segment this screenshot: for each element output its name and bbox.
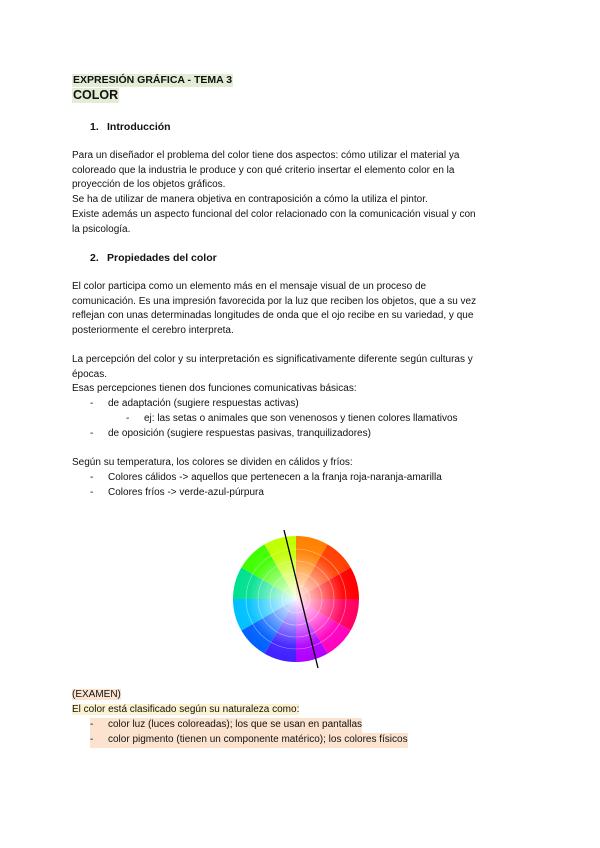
list-item-text: color luz (luces coloreadas); los que se usan en pantallas <box>108 719 363 730</box>
text-line: comunicación. Es una impresión favorecida por la luz que reciben los objetos, que a su vez <box>72 295 477 307</box>
text-line: Esas percepciones tienen dos funciones comunicativas básicas: <box>72 383 357 395</box>
color-wheel-image <box>226 529 366 669</box>
section-1-title: Introducción <box>107 121 171 133</box>
properties-paragraph <box>72 280 532 339</box>
exam-intro <box>72 703 532 718</box>
bullet-dash: - <box>90 719 94 730</box>
text-line: proyección de los objetos gráficos. <box>72 179 226 191</box>
bullet-dash: - <box>90 734 94 745</box>
exam-intro-text: El color está clasificado según su naturaleza como: <box>72 704 300 715</box>
exam-item-light <box>90 718 362 733</box>
text-line: Existe además un aspecto funcional del color relacionado con la comunicación visual y con <box>72 208 476 220</box>
list-item-text: Colores fríos -> verde-azul-púrpura <box>108 487 264 498</box>
exam-item-pigment <box>90 733 408 748</box>
list-item-text: ej: las setas o animales que son venenosos y tienen colores llamativos <box>144 413 458 424</box>
text-line: coloreado que la industria le produce y con qué criterio insertar el elemento color en la <box>72 164 455 176</box>
section-1-heading <box>90 121 171 134</box>
temperature-intro <box>72 456 532 471</box>
introduction-paragraph <box>72 149 532 237</box>
list-item-example <box>126 412 458 427</box>
list-item-text: Colores cálidos -> aquellos que pertenecen a la franja roja-naranja-amarilla <box>108 472 442 483</box>
list-item-text: color pigmento (tienen un componente matérico); los colores físicos <box>108 734 408 745</box>
bullet-dash: - <box>90 472 94 483</box>
bullet-dash: - <box>90 398 94 409</box>
text-line: La percepción del color y su interpretación es significativamente diferente según culturas y <box>72 354 473 365</box>
color-wheel-tint <box>233 536 359 662</box>
text-line: Se ha de utilizar de manera objetiva en contraposición a cómo la utiliza el pintor. <box>72 194 428 206</box>
section-1-number: 1. <box>90 121 99 133</box>
list-item-cold <box>90 486 264 501</box>
exam-tag <box>72 688 532 703</box>
section-2-heading <box>90 252 217 265</box>
exam-tag-text: (EXAMEN) <box>72 689 121 700</box>
list-item-warm <box>90 471 442 486</box>
text-line: reflejan con unas determinadas longitudes de onda que el ojo recibe en su variedad, y que <box>72 310 474 322</box>
list-item-adaptation <box>90 397 299 412</box>
text-line: El color participa como un elemento más en el mensaje visual de un proceso de <box>72 281 427 292</box>
text-line: posteriormente el cerebro interpreta. <box>72 325 234 337</box>
list-item-opposition <box>90 427 371 442</box>
list-item-text: de adaptación (sugiere respuestas activas) <box>108 398 299 409</box>
section-2-number: 2. <box>90 252 99 264</box>
list-item-text: de oposición (sugiere respuestas pasivas, tranquilizadores) <box>108 428 371 439</box>
section-2-title: Propiedades del color <box>107 252 217 264</box>
text-line: Para un diseñador el problema del color tiene dos aspectos: cómo utilizar el material ya <box>72 150 460 161</box>
text-line: Según su temperatura, los colores se dividen en cálidos y fríos: <box>72 457 353 468</box>
bullet-dash: - <box>126 413 130 424</box>
bullet-dash: - <box>90 487 94 498</box>
bullet-dash: - <box>90 428 94 439</box>
perception-paragraph <box>72 353 532 397</box>
text-line: épocas. <box>72 368 108 380</box>
document-topic: COLOR <box>73 88 119 102</box>
text-line: la psicología. <box>72 223 131 235</box>
document-subject: EXPRESIÓN GRÁFICA - TEMA 3 <box>73 74 233 86</box>
